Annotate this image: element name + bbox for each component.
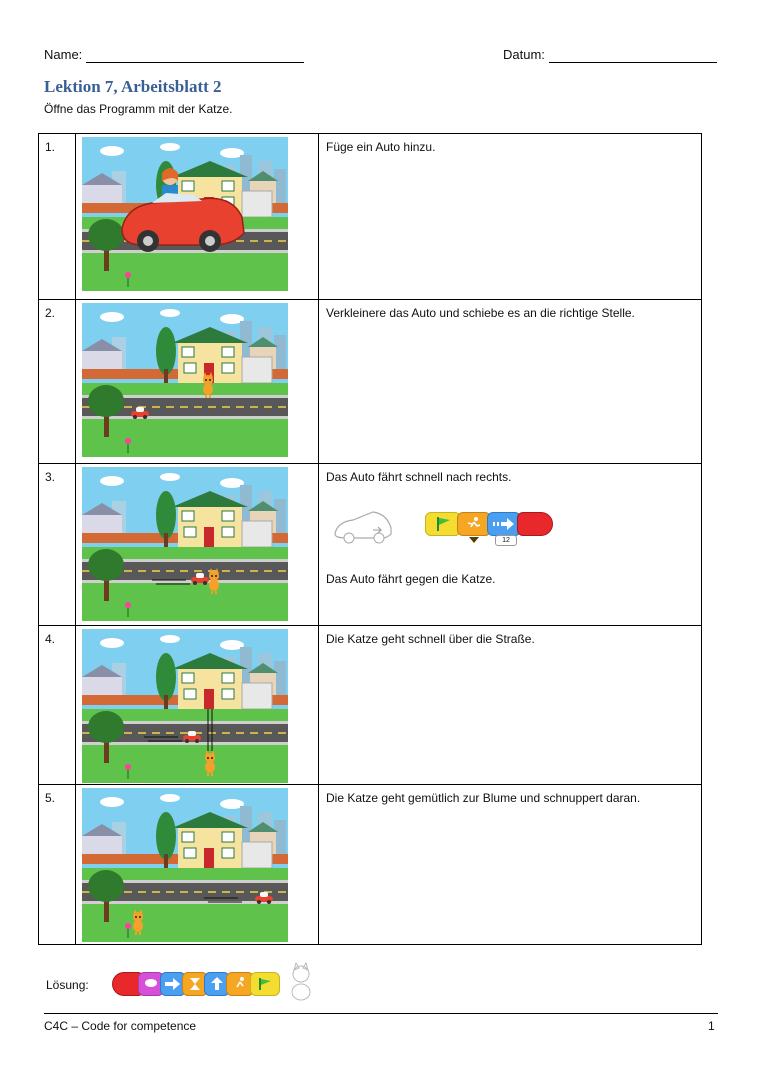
green-flag-block	[250, 972, 280, 996]
page-subtitle: Öffne das Programm mit der Katze.	[44, 102, 233, 116]
running-icon	[464, 516, 484, 532]
chevron-down-icon	[469, 537, 479, 543]
scene-image-4	[82, 629, 288, 783]
task-number: 3.	[39, 464, 76, 626]
page-number: 1	[708, 1019, 715, 1033]
task-number: 2.	[39, 300, 76, 464]
footer-text: C4C – Code for competence	[44, 1019, 197, 1033]
name-label: Name:	[44, 47, 83, 62]
task-row-4	[39, 626, 702, 785]
task-row-5	[39, 785, 702, 945]
task-number: 1.	[39, 134, 76, 300]
cat-outline-icon	[284, 962, 318, 1002]
footer-rule	[44, 1013, 718, 1014]
arrow-right-icon	[165, 978, 181, 990]
task-row-3	[39, 464, 702, 626]
arrow-up-icon	[211, 977, 223, 991]
scene-image-2	[82, 303, 288, 457]
car-outline-icon	[329, 500, 399, 550]
green-flag-block[interactable]	[425, 512, 461, 536]
solution-label: Lösung:	[46, 978, 89, 992]
task-text: Das Auto fährt schnell nach rechts.	[326, 470, 512, 484]
scene-image-1	[82, 137, 288, 291]
scene-image-3	[82, 467, 288, 621]
green-flag-icon	[257, 977, 273, 991]
task-text-2: Das Auto fährt gegen die Katze.	[326, 572, 496, 586]
scene-image-5	[82, 788, 288, 942]
arrow-right-icon	[493, 517, 515, 531]
task-number: 5.	[39, 785, 76, 945]
end-block[interactable]	[517, 512, 553, 536]
task-text: Die Katze geht schnell über die Straße.	[319, 626, 702, 785]
running-icon	[232, 977, 248, 991]
speed-block[interactable]	[457, 512, 491, 536]
green-flag-icon	[434, 516, 454, 532]
task-row-2	[39, 300, 702, 464]
task-text: Verkleinere das Auto und schiebe es an die richtige Stelle.	[319, 300, 702, 464]
code-blocks	[425, 508, 555, 542]
task-table	[38, 133, 702, 945]
speech-icon	[144, 977, 158, 991]
date-line[interactable]	[549, 62, 717, 63]
page-title: Lektion 7, Arbeitsblatt 2	[44, 77, 222, 96]
task-row-1	[39, 134, 702, 300]
task-text: Die Katze geht gemütlich zur Blume und schnuppert daran.	[319, 785, 702, 945]
move-right-block[interactable]	[487, 512, 521, 536]
name-line[interactable]	[86, 62, 304, 63]
hourglass-icon	[189, 977, 201, 991]
date-label: Datum:	[503, 47, 545, 62]
task-number: 4.	[39, 626, 76, 785]
solution-code-blocks	[112, 962, 322, 1006]
task-text: Füge ein Auto hinzu.	[319, 134, 702, 300]
block-parameter[interactable]: 12	[495, 535, 517, 546]
